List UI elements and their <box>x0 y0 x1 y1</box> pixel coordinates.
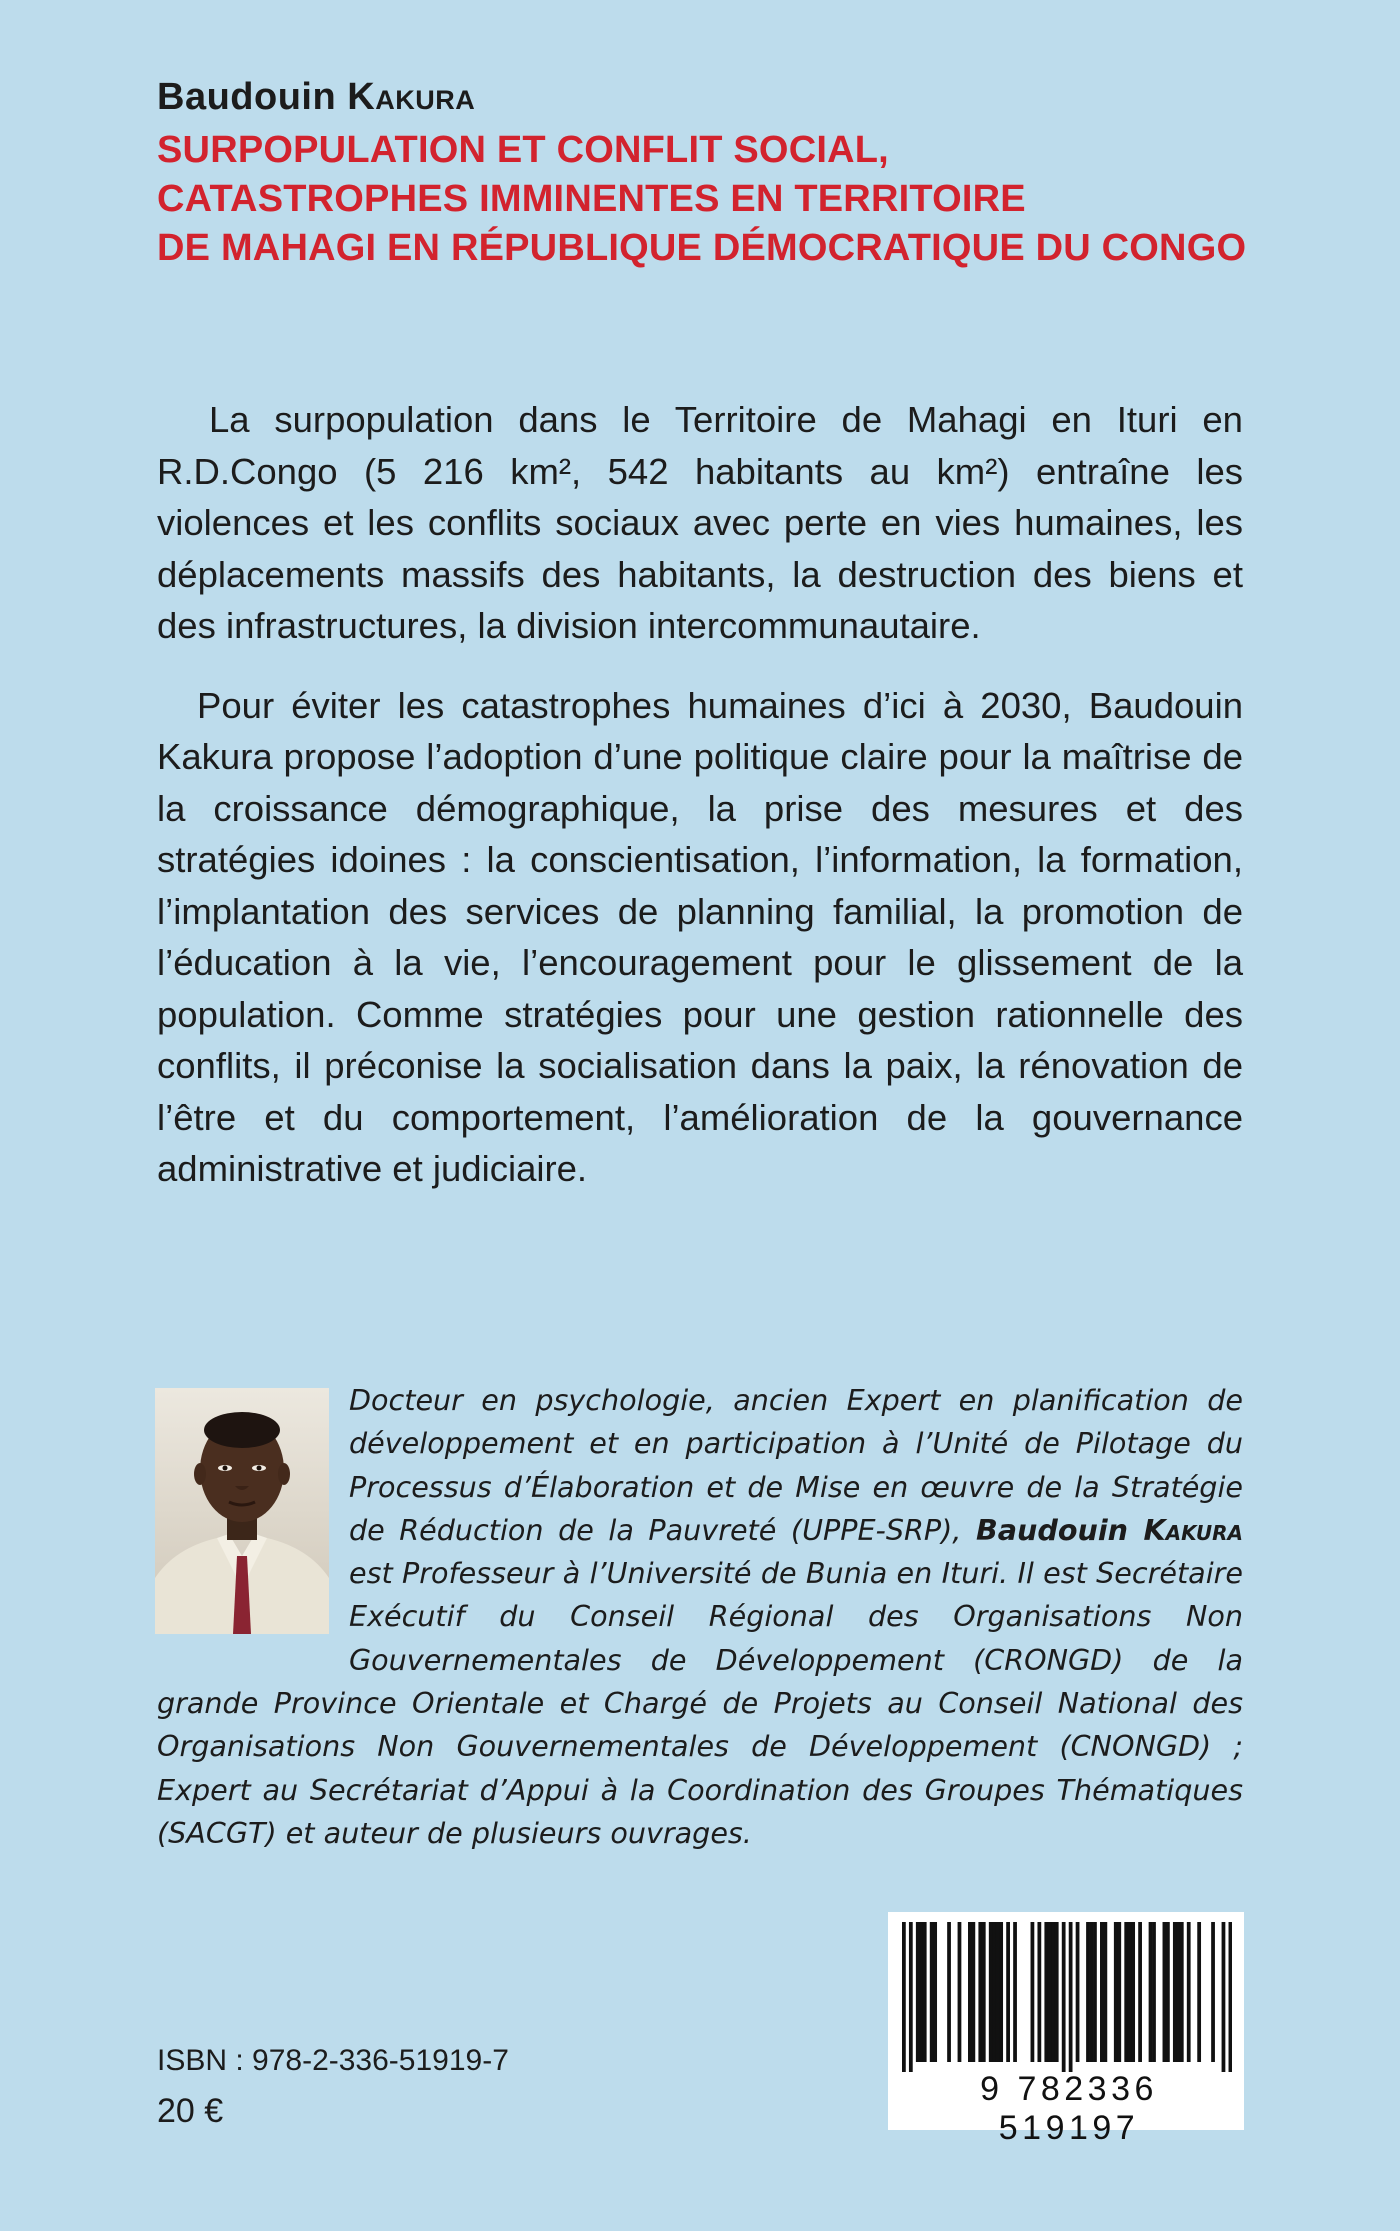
title-line-1: SURPOPULATION ET CONFLIT SOCIAL, <box>157 129 889 171</box>
barcode-bar <box>1180 1922 1184 2062</box>
barcode-bar <box>1222 1922 1226 2072</box>
barcode-bar <box>1103 1922 1107 2062</box>
title-line-2: CATASTROPHES IMMINENTES EN TERRITOIRE <box>157 178 1026 220</box>
barcode-bar <box>1197 1922 1201 2062</box>
barcode-bar <box>1048 1922 1052 2062</box>
barcode-bar <box>958 1922 962 2062</box>
barcode-bar <box>916 1922 920 2062</box>
barcode-bar <box>1176 1922 1180 2062</box>
barcode-bar <box>1086 1922 1090 2062</box>
author-first-name: Baudouin <box>157 76 337 118</box>
isbn: ISBN : 978-2-336-51919-7 <box>157 2044 509 2077</box>
barcode-bar <box>1163 1922 1167 2062</box>
barcode-bar <box>930 1922 934 2062</box>
barcode-bar <box>902 1922 906 2072</box>
barcode-bar <box>989 1922 993 2062</box>
barcode-bar <box>999 1922 1003 2062</box>
barcode-bar <box>1114 1922 1118 2062</box>
barcode-bar <box>1211 1922 1215 2062</box>
book-summary <box>157 394 1243 1195</box>
barcode-bar <box>1069 1922 1073 2072</box>
barcode <box>888 1912 1244 2147</box>
author-last-name: Kakura <box>347 76 476 118</box>
barcode-bar <box>1093 1922 1097 2062</box>
barcode-bar <box>1044 1922 1048 2062</box>
bio-author-last-name: Kakura <box>1143 1512 1243 1547</box>
bio-text-rest: est Professeur à l’Université de Bunia en Ituri. Il est Secrétaire Exécutif du Conseil Régional des Organisations Non Gouvernementales de Développement (CRONGD) de la grande Province Orientale et Chargé de Projets au Conseil National des Organisations Non Gouvernementales de Développement (CNONGD) ; Expert au Secrétariat d’Appui à la Coordination des Groupes Thématiques (SACGT) et auteur de plusieurs ouvrages. <box>157 1556 1243 1850</box>
barcode-bar <box>1173 1922 1177 2062</box>
barcode-bar <box>1006 1922 1010 2062</box>
barcode-bar <box>1013 1922 1017 2062</box>
book-title <box>157 126 1307 273</box>
barcode-bar <box>968 1922 972 2062</box>
barcode-bar <box>1031 1922 1035 2062</box>
barcode-bar <box>1100 1922 1104 2062</box>
barcode-bar <box>992 1922 996 2062</box>
summary-paragraph-1: La surpopulation dans le Territoire de Mahagi en Ituri en R.D.Congo (5 216 km², 542 habitants au km²) entraîne les violences et les conflits sociaux avec perte en vies humaines, les déplacements massifs des habitants, la destruction des biens et des infrastructures, la division intercommunautaire. <box>157 399 1243 646</box>
summary-paragraph-2: Pour éviter les catastrophes humaines d’ici à 2030, Baudouin Kakura propose l’adoption d’une politique claire pour la maîtrise de la croissance démographique, la prise des mesures et des stratégies idoines : la conscientisation, l’information, la formation, l’implantation des services de planning familial, la promotion de l’éducation à la vie, l’encouragement pour le glissement de la population. Comme stratégies pour une gestion rationnelle des conflits, il préconise la socialisation dans la paix, la rénovation de l’être et du comportement, l’amélioration de la gouvernance administrative et judiciaire. <box>157 684 1243 1189</box>
barcode-bars <box>902 1922 1232 2072</box>
barcode-bar <box>978 1922 982 2062</box>
bio-author-first-name: Baudouin <box>975 1512 1129 1547</box>
barcode-bar <box>971 1922 975 2062</box>
barcode-bar <box>1131 1922 1135 2062</box>
price: 20 € <box>157 2092 224 2130</box>
barcode-bar <box>996 1922 1000 2062</box>
barcode-bar <box>947 1922 951 2062</box>
barcode-bar <box>1051 1922 1055 2062</box>
title-line-3: DE MAHAGI EN RÉPUBLIQUE DÉMOCRATIQUE DU CONGO <box>157 227 1247 269</box>
barcode-bar <box>1090 1922 1094 2062</box>
barcode-digits: 9 782336 519197 <box>980 2070 1158 2147</box>
bio-author-name <box>976 1513 1243 1547</box>
barcode-bar <box>982 1922 986 2062</box>
barcode-bar <box>923 1922 927 2062</box>
barcode-bar <box>1187 1922 1191 2062</box>
barcode-bar <box>1149 1922 1153 2062</box>
barcode-bar <box>1229 1922 1232 2072</box>
barcode-bar <box>1152 1922 1156 2062</box>
barcode-bar <box>1128 1922 1132 2062</box>
barcode-bar <box>1037 1922 1041 2062</box>
barcode-bar <box>919 1922 923 2062</box>
barcode-bar <box>1055 1922 1059 2062</box>
barcode-bar <box>1076 1922 1080 2062</box>
author-name <box>157 76 475 119</box>
barcode-bar <box>1138 1922 1142 2062</box>
bio-text-intro: Docteur en psychologie, ancien Expert en planification de développement et en participation à l’Unité de Pilotage du Processus d’Élaboration et de Mise en œuvre de la Stratégie de Réduction de la Pauvreté (UPPE-SRP), <box>349 1383 1243 1547</box>
barcode-bar <box>933 1922 937 2062</box>
barcode-bar <box>1117 1922 1121 2062</box>
author-biography <box>157 1379 1243 1855</box>
barcode-bar <box>1124 1922 1128 2062</box>
barcode-bar <box>1062 1922 1066 2072</box>
barcode-bar <box>1166 1922 1170 2062</box>
barcode-bar <box>909 1922 913 2072</box>
